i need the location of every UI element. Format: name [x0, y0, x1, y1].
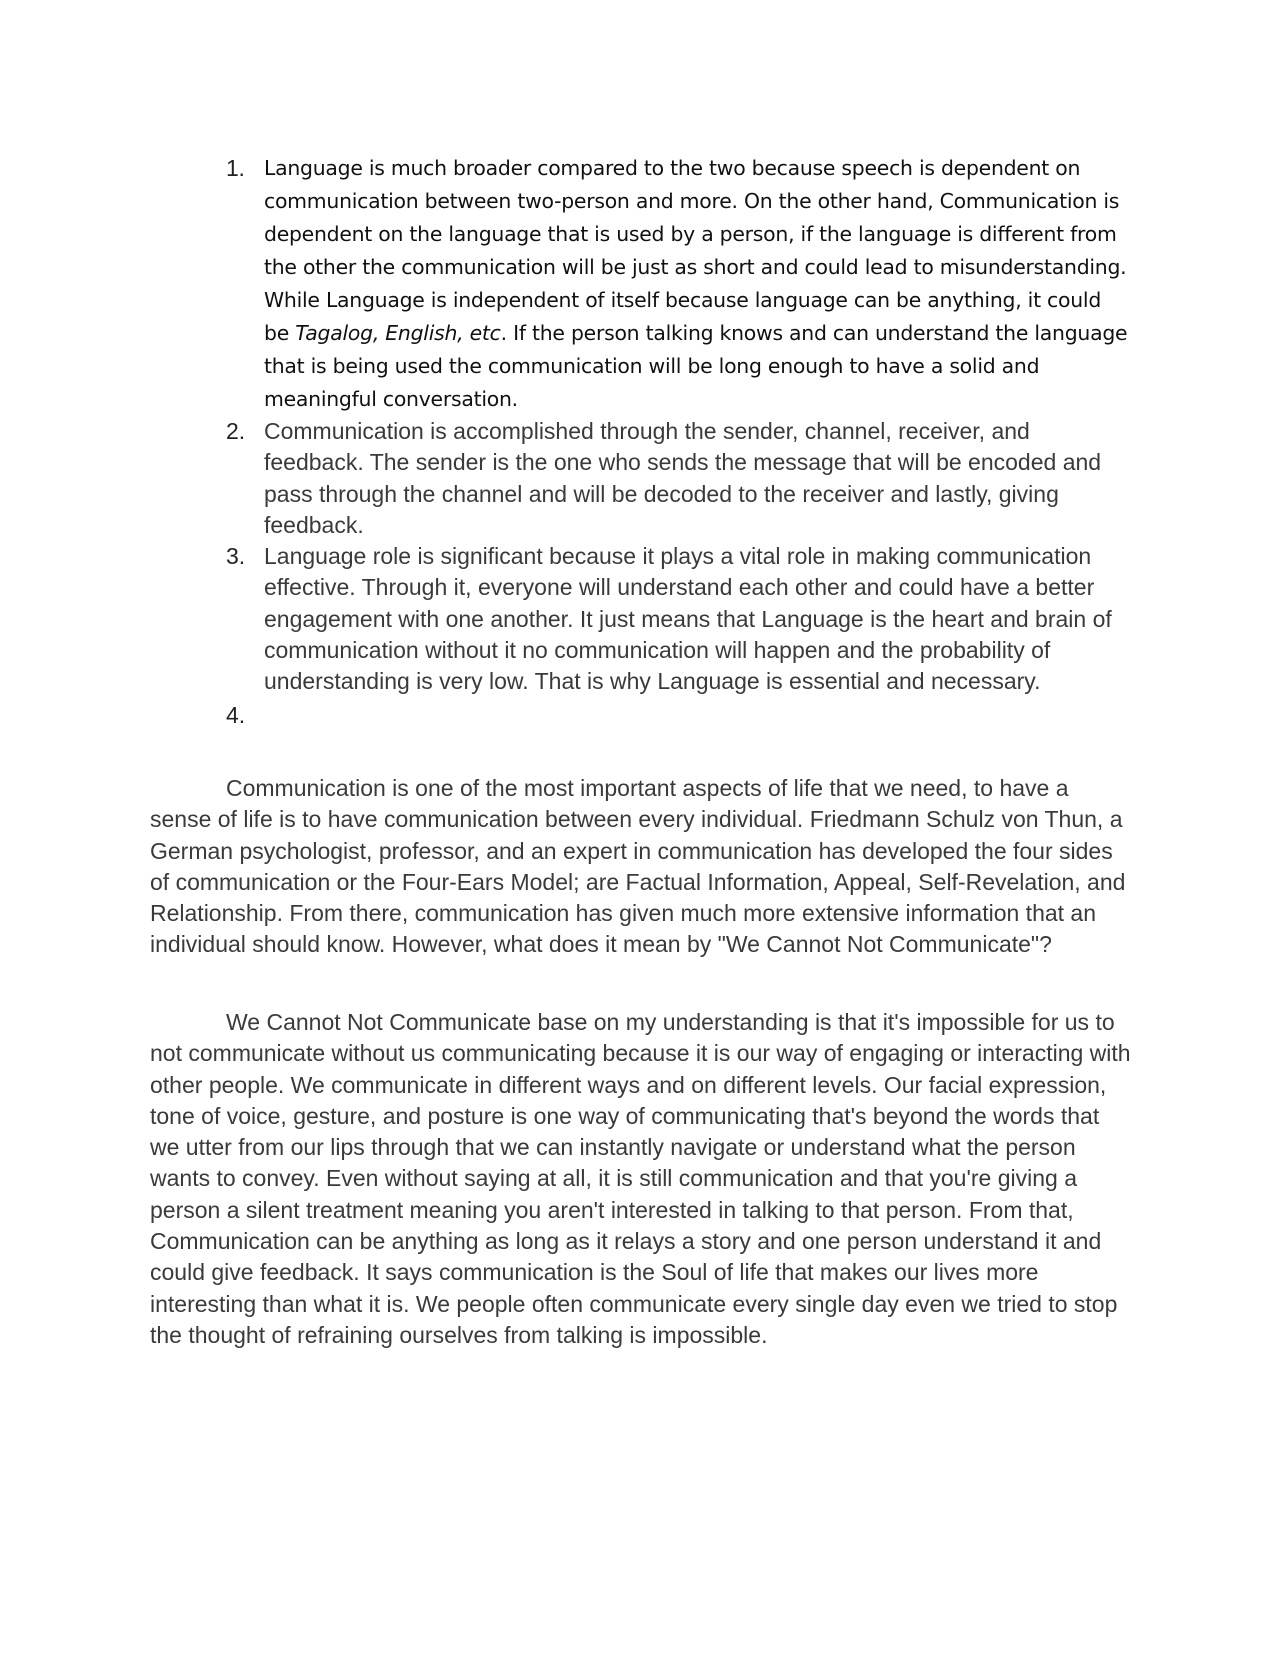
- list-item-text: Language is much broader compared to the two because speech is dependent on communication between two-person and more. On the other hand, Communication is dependent on the language that is used by a person, if the language is different from the other the communication will be just as short and could lead to misunderstanding. While Language is independent of itself because language can be anything, it could be: [264, 156, 1127, 345]
- body-paragraph-discussion: We Cannot Not Communicate base on my understanding is that it's impossible for us to not communicate without us communicating because it is our way of engaging or interacting with other people. We communicate in different ways and on different levels. Our facial expression, tone of voice, gesture, and posture is one way of communicating that's beyond the words that we utter from our lips through that we can instantly navigate or understand what the person wants to convey. Even without saying at all, it is still communication and that you're giving a person a silent treatment meaning you aren't interested in talking to that person. From that, Communication can be anything as long as it relays a story and one person understand it and could give feedback. It says communication is the Soul of life that makes our lives more interesting than what it is. We people often communicate every single day even we tried to stop the thought of refraining ourselves from talking is impossible.: [150, 1009, 1131, 1348]
- body-paragraph-intro: Communication is one of the most important aspects of life that we need, to have a sense of life is to have communication between every individual. Friedmann Schulz von Thun, a German psychologist, professor, and an expert in communication has developed the four sides of communication or the Four-Ears Model; are Factual Information, Appeal, Self-Revelation, and Relationship. From there, communication has given much more extensive information that an individual should know. However, what does it mean by "We Cannot Not Communicate"?: [150, 775, 1126, 958]
- list-item-number: 2.: [226, 418, 246, 444]
- list-item-text: Language role is significant because it plays a vital role in making communication effective. Through it, everyone will understand each other and could have a better engagement with one another. It just means that Language is the heart and brain of communication without it no communication will happen and the probability of understanding is very low. That is why Language is essential and necessary.: [264, 543, 1112, 695]
- numbered-list: [220, 152, 1132, 732]
- list-item: [220, 698, 1132, 732]
- list-item-text-continued: . If the person talking knows and can understand the language that is being used the communication will be long enough to have a solid and meaningful conversation.: [264, 321, 1128, 411]
- list-item: [220, 541, 1132, 697]
- list-item-number: 4.: [226, 701, 246, 728]
- list-item-number: 1.: [226, 155, 245, 181]
- list-item-text: Communication is accomplished through the sender, channel, receiver, and feedback. The sender is the one who sends the message that will be encoded and pass through the channel and will be decoded to the receiver and lastly, giving feedback.: [264, 418, 1102, 538]
- list-item: [220, 152, 1132, 416]
- list-item-italic-text: Tagalog, English, etc: [295, 321, 501, 345]
- list-item-number: 3.: [226, 543, 246, 570]
- list-item: [220, 416, 1132, 541]
